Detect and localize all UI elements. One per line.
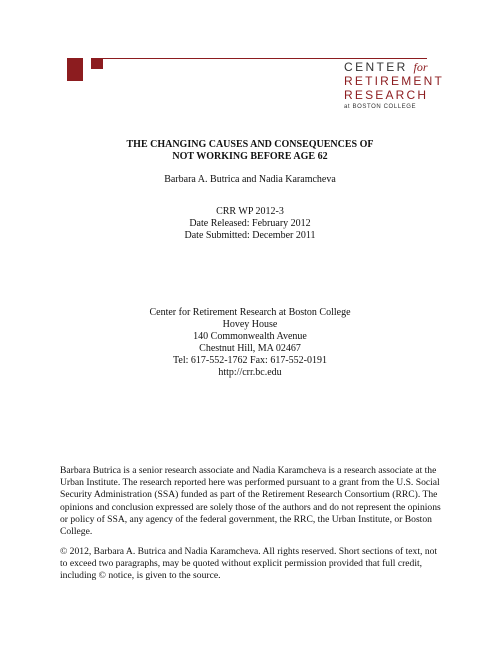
date-submitted: Date Submitted: December 2011 [184, 230, 316, 241]
title-line-2: NOT WORKING BEFORE AGE 62 [172, 151, 328, 162]
address-city: Chestnut Hill, MA 02467 [199, 343, 301, 354]
address-phone: Tel: 617-552-1762 Fax: 617-552-0191 [172, 355, 327, 366]
crr-logo [344, 60, 444, 112]
logo-center-text: CENTER [344, 60, 408, 74]
logo-line-retirement: RETIREMENT [344, 74, 444, 88]
logo-line-research: RESEARCH [344, 88, 429, 102]
address-url: http://crr.bc.edu [218, 367, 282, 378]
address-street: 140 Commonwealth Avenue [193, 331, 307, 342]
copyright-paragraph: © 2012, Barbara A. Butrica and Nadia Karamcheva. All rights reserved. Short sections of text, not to exceed two paragraphs, may be quoted without explicit permission provided that full credit, including © notice, is given to the source. [60, 546, 438, 582]
title-line-1: THE CHANGING CAUSES AND CONSEQUENCES OF [126, 139, 374, 150]
logo-line-boston-college: at BOSTON COLLEGE [344, 104, 417, 110]
bio-paragraph: Barbara Butrica is a senior research associate and Nadia Karamcheva is a research associate at the Urban Institute. The research reported here was performed pursuant to a grant from the U.S. Social Security Administration (SSA) funded as part of the Retirement Research Consortium (RRC). The opinions and conclusion expressed are solely those of the authors and do not represent the opinions or policy of SSA, any agency of the federal government, the RRC, the Urban Institute, or Boston College. [60, 465, 441, 538]
paper-number: CRR WP 2012-3 [216, 206, 284, 217]
logo-square-small [91, 58, 103, 69]
logo-square-large [67, 58, 83, 81]
address-building: Hovey House [222, 319, 278, 330]
logo-squares [67, 58, 107, 82]
header-rule [91, 58, 427, 59]
date-released: Date Released: February 2012 [189, 218, 311, 229]
logo-line-center [344, 61, 434, 74]
authors: Barbara A. Butrica and Nadia Karamcheva [164, 174, 336, 185]
address-institution: Center for Retirement Research at Boston College [149, 307, 351, 318]
logo-for-text: for [413, 60, 428, 74]
paper-title [0, 139, 500, 163]
